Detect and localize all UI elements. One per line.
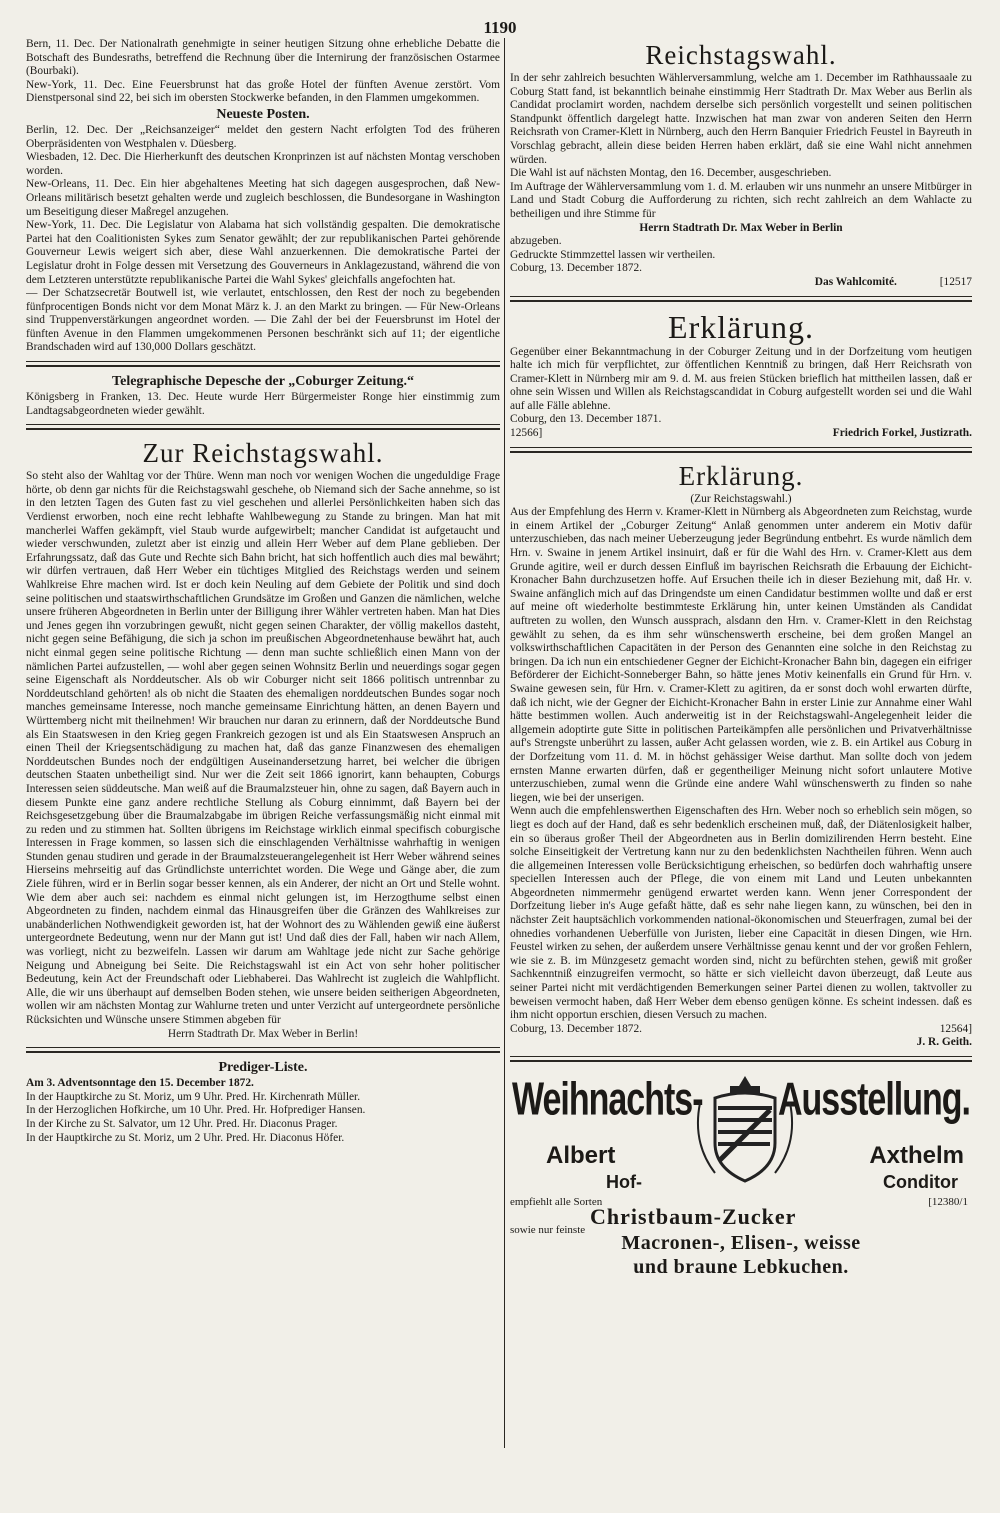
ad-lebkuchen: und braune Lebkuchen. [633, 1256, 849, 1278]
prediger-item: In der Herzoglichen Hofkirche, um 10 Uhr. Pred. Hr. Hofprediger Hansen. [26, 1104, 366, 1117]
reichstagswahl-text: In der sehr zahlreich besuchten Wählerversammlung, welche am 1. December im Rathhaussaale zu Coburg Statt fand, ist bekanntlich beinahe einstimmig Herr Stadtrath Dr. Max Weber aus Berlin als Candidat proclamirt worden, nachdem derselbe sich persönlich vorgestellt und seinen politischen Standpunkt öffentlich dargelegt hatte. Inzwischen hat man zwar von anderen Seiten den Herrn Reichsrath von Cramer-Klett in Nürnberg, auch den Herrn Banquier Friedrich Feustel in Bayreuth in Vorschlag gebracht, allein diese beiden Herren haben erklärt, daß sie eine Wahl nicht annehmen würden. [510, 72, 972, 166]
section-divider [26, 361, 500, 367]
reichstagswahl-reference: [12517 [939, 275, 972, 288]
erklaerung1-heading: Erklärung. [668, 308, 814, 345]
section-divider [26, 424, 500, 430]
erklaerung2-subheading: (Zur Reichstagswahl.) [690, 492, 792, 505]
ad-christbaum-zucker: Christbaum-Zucker [590, 1204, 797, 1229]
erklaerung2-heading: Erklärung. [678, 460, 804, 491]
reichstagswahl-abzugeben: abzugeben. [510, 235, 562, 248]
coat-of-arms-icon [690, 1068, 800, 1188]
news-block-1 [26, 38, 500, 106]
erklaerung2-footer [510, 1023, 972, 1037]
erklaerung2-dateline: Coburg, 13. December 1872. [510, 1022, 643, 1035]
section-divider [510, 296, 972, 302]
right-column [510, 38, 972, 1488]
ad-title-right: Ausstellung. [777, 1074, 970, 1126]
news-item: Wiesbaden, 12. Dec. Die Hierherkunft des deutschen Kronprinzen ist auf nächsten Montag verschoben worden. [26, 151, 500, 177]
news-item: New-Orleans, 11. Dec. Ein hier abgehaltenes Meeting hat sich dagegen ausgesprochen, daß New-Orleans militärisch besetzt gehalten werde und zugleich beschlossen, die Bundesorgane in Washington um Beseitigung dieser Maßregel anzugehen. [26, 178, 500, 218]
prediger-item: In der Hauptkirche zu St. Moriz, um 9 Uhr. Pred. Hr. Kirchenrath Müller. [26, 1090, 361, 1103]
telegram-text: Königsberg in Franken, 13. Dec. Heute wurde Herr Bürgermeister Ronge hier einstimmig zum Landtagsabgeordneten wieder gewählt. [26, 391, 500, 417]
ad-title-left: Weihnachts- [512, 1074, 703, 1126]
news-item: — Der Schatzsecretär Boutwell ist, wie verlautet, entschlossen, den Rest der noch zu begebenden fünfprocentigen Bonds nicht vor dem Monat März k. J. an den Markt zu bringen. — Für New-Orleans sind Truppenverstärkungen angeordnet worden. — Die Zahl der bei der Feuersbrunst im Hotel der fünften Avenue in den Flammen umgekommenen Personen beschränkt sich auf 11; der eigentliche Brandschaden wird auf 130,000 Dollars geschätzt. [26, 287, 500, 354]
news-item: Berlin, 12. Dec. Der „Reichsanzeiger“ meldet den gestern Nacht erfolgten Tod des früheren Oberpräsidenten von Westphalen v. Düesberg. [26, 123, 500, 150]
news-item: New-York, 11. Dec. Eine Feuersbrunst hat das große Hotel der fünften Avenue zerstört. Vom Dienstpersonal sind 22, bei sich im obersten Stockwerke befanden, in den Flammen umgekommen. [26, 78, 500, 105]
prediger-item: In der Kirche zu St. Salvator, um 12 Uhr. Pred. Hr. Diaconus Prager. [26, 1117, 338, 1130]
zur-reichstagswahl-text: So steht also der Wahltag vor der Thüre. Wenn man noch vor wenigen Wochen die ungeduldige Frage hörte, ob denn gar nichts für die Reichstagswahl geschehe, ob Niemand sich der Sache annehme, so ist in den letzten Tagen des Guten fast zu viel geschehen und allerlei Persönlichkeiten haben sich das Verdienst erworben, noch eine recht lebhafte Wahlbewegung zu Stande zu bringen. Man hat mit mancherlei Waffen gekämpft, viel Staub wurde aufgewirbelt; mancher Candidat ist aufgetaucht und wieder verschwunden, zuletzt aber ist einzig und allein Herr Weber auf dem Plane geblieben. Der Erfahrungssatz, daß das Gute und Rechte sich Bahn bricht, hat sich hoffentlich auch dies mal bewährt; wir dürfen vertrauen, daß Herr Weber ein tüchtiges Mitglied des Reichstags werden und seinem Wahlkreise Ehre machen wird. Ist er doch kein Neuling auf dem Gebiete der Politik und sind doch seine politischen und staatswirthschaftlichen Grundsätze im Großen und Ganzen die nämlichen, welche unsere früheren Abgeordneten in Berlin unter der Billigung ihrer Wähler vertreten haben. Man hat Dies und Jenes gegen ihn vorzubringen gewußt, nicht gegen seinen Charakter, der völlig makellos dasteht, nicht gegen seine Befähigung, die sich ja schon im preußischen Abgeordnetenhause bewährt hat, auch nicht einmal gegen seine politische Richtung — denn man suchte schließlich einen Mann von der nämlichen Partei aufzustellen, — wohl aber gegen seinen Wohnsitz Berlin und neuerdings sogar gegen seine Eigenschaft als Norddeutscher. Als ob wir Coburger nicht seit 1866 politisch untrennbar zu Norddeutschland gehörten! als ob nicht die Staaten des ehemaligen norddeutschen Bundes sogar noch manches gemeinsame Interesse, noch manche gemeinsame Einrichtung hätten, an denen Bayern und Württemberg nicht mit theilnehmen! Wir brauchen nur daran zu erinnern, daß der Norddeutsche Bund als Ein Staatswesen in den Krieg gegen Frankreich gezogen ist und als Ein Staatswesen Anspruch an einen Theil der Kriegsentschädigung zu machen hat, daß das ganze Finanzwesen des ehemaligen Norddeutschen Bundes noch der endgültigen Auseinandersetzung harret, bei welcher die übrigen deutschen Staaten unbetheiligt sind. Nur wer die Zeit seit 1866 ignorirt, kann behaupten, Coburgs Interessen seien süddeutsche. Man weiß auf die Braumalzsteuer hin, ohne zu sagen, daß Bayern auch in diesem Punkte eine ganz andere rechtliche Stellung als Coburg einnimmt, daß Bayern bei der Reichsgesetzgebung über die Braumalzabgabe im übrigen Reiche verfassungsmäßig nicht einmal mit zu reden und zu stimmen hat. Sollten übrigens im Reichstage wirklich einmal specifisch coburgische Interessen in Frage kommen, so lassen sich die einschlagenden Verhältnisse wahrhaftig in wenigen Stunden genau studiren und gerade in der Braumalzsteuerangelegenheit ist Herr Weber während seines Hierseins mehrseitig auf das Gründlichste unterrichtet worden. Die Wege und Gänge aber, die zum Ziele führen, wird er in Berlin sogar besser kennen, als ein Anderer, der nicht an Ort und Stelle wohnt. Wie dem aber auch sei: nachdem es einmal nicht gelungen ist, im Herzogthume selbst einen Abgeordneten zu finden, nachdem einmal das Hinausgreifen über die Gränzen des Wahlkreises zur unabänderlichen Nothwendigkeit geworden ist, hat der Wohnort des zu Wählenden gewiß eine äußerst untergeordnete Bedeutung, wenn nur der Mann gut ist! Und daß dies der Fall, haben wir nach Allem, was vorliegt, nicht zu bezweifeln. Lassen wir darum am Wahltage jede nicht zur Sache gehörige Neigung und Abneigung bei Seite. Die Reichstagswahl ist ein Act von sehr hoher politischer Bedeutung, kein Act der Freundschaft oder Liebhaberei. Das Wahlrecht ist zugleich die Wahlpflicht. Alle, die wir uns überhaupt auf demselben Boden stehen, wie unsere beiden seitherigen Abgeordneten, wollen wir am nächsten Montag zur Wahlurne treten und unter Verzicht auf untergeordnete persönliche Rücksichten und Wünsche unsere Stimmen abgeben für [26, 470, 500, 1026]
reichstagswahl-signature [510, 276, 972, 290]
reichstagswahl-dateline: Coburg, 13. December 1872. [510, 262, 643, 275]
erklaerung2-paragraph: Wenn auch die empfehlenswerthen Eigenschaften des Hrn. Weber noch so erheblich sein mögen, so liegt es doch auf der Hand, daß es sehr bedenklich erscheinen muß, daß, der Diätenlosigkeit halber, ein so überaus großer Theil der Abgeordneten aus in Berlin domizilirenden Herrn besteht. Eine solche Einseitigkeit der Vertretung kann nur zu den bedenklichsten Nachtheilen führen. Wenn auch die allgemeinen Interessen volle Berücksichtigung erheischen, so bedürfen doch wahrhaftig unsere speciellen Interessen auch der Pflege, die von einem mit Land und Leuten unbekannten Abgeordneten nimmermehr genügend erwartet werden kann. Wenn jener Correspondent der Dorfzeitung lieber in's Auge gefaßt hätte, daß es sehr nahe liegen kann, zu wünschen, bei den in nächster Zeit hauptsächlich vorkommenden national-ökonomischen und Steuerfragen, zumal bei der ohnedies vorhandenen Ueberfülle von Juristen, lieber eine Capacität in diesen Dingen, wie Hrn. Feustel wirken zu sehen, der außerdem unsere Verhältnisse genau kennt und der vor großen Fehlern, wie sie z. B. im Münzgesetz gemacht worden sind, nicht zu befürchten stehen, gewiß mit großer Sachkenntniß einzugreifen vermocht, so hätte er sich vielleicht davon überzeugt, daß Leute aus seiner Partei nicht mit verdächtigenden Bemerkungen seiner Partei dienen zu wollen, taktvoller zu beweisen vermocht haben, daß Herr Weber dem ebenso genügen könne. Es scheint indessen. daß es ihm nicht opportun erschien, diesen Versuch zu machen. [510, 805, 972, 1022]
erklaerung1-footer [510, 427, 972, 441]
ad-line-empfiehlt: empfiehlt alle Sorten [510, 1196, 603, 1208]
left-column [26, 38, 500, 1488]
ad-conditor: Conditor [883, 1172, 958, 1192]
reichstagswahl-candidate: Herrn Stadtrath Dr. Max Weber in Berlin [639, 221, 843, 234]
erklaerung2-signature: J. R. Geith. [916, 1036, 972, 1049]
ad-macronen: Macronen-, Elisen-, weisse [621, 1232, 861, 1254]
news-item: New-York, 11. Dec. Die Legislatur von Alabama hat sich vollständig gespalten. Die demokratische Partei hat den Coalitionisten Sykes zum Senator gewählt; der zur republikanischen Partei gehörende Gouverneur Lewis weigert sich aber, diese Wahl anzuerkennen. Die demokratische Partei der Legislatur droht in Folge dessen mit Versetzung des Gouverneurs in Anklagezustand, während die von dem Letzteren unterstützte republikanische Partei die Wahl Sykes' gleichfalls angefochten hat. [26, 219, 500, 286]
prediger-liste-heading: Prediger-Liste. [218, 1060, 308, 1076]
erklaerung1-signature: Friedrich Forkel, Justizrath. [832, 427, 972, 440]
ad-hof: Hof- [606, 1172, 642, 1192]
prediger-liste-subheading: Am 3. Adventsonntage den 15. December 1872. [26, 1077, 254, 1090]
reichstagswahl-heading: Reichstagswahl. [645, 40, 837, 70]
ad-line-feinste: sowie nur feinste [510, 1224, 586, 1236]
ad-name-last: Axthelm [869, 1142, 964, 1169]
reichstagswahl-appeal: Im Auftrage der Wählerversammlung vom 1. d. M. erlauben wir uns nunmehr an unsere Mitbürger in Land und Stadt Coburg die Aufforderung zu richten, sich recht zahlreich an dem Wahlacte zu betheiligen und ihre Stimme für [510, 180, 972, 220]
prediger-item: In der Hauptkirche zu St. Moriz, um 2 Uhr. Pred. Hr. Diaconus Höfer. [26, 1131, 345, 1144]
ad-reference: [12380/1 [928, 1196, 968, 1208]
erklaerung2-paragraph: Aus der Empfehlung des Herrn v. Kramer-Klett in Nürnberg als Abgeordneten zum Reichstag, wurde in einem Artikel der „Coburger Zeitung“ Anlaß genommen unter anderem ein Motiv dafür unterzuschieben, das nach meiner Ueberzeugung jeder Begründung entbehrt. Es wurde nämlich dem Hrn. v. Swaine in jenem Artikel insinuirt, daß er für die Wahl des Hrn. v. Cramer-Klett aus dem Grunde agitire, weil er durch dessen Einfluß im bayrischen Reichsrath die Erbauung der Eichicht-Kronacher Bahn durchzusetzen hoffe. Auf Ersuchen theile ich in dieser Beziehung mit, daß Hr. v. Swaine anfänglich mich auf das Dringendste um einen Candidatur bestimmen wollte und daß er erst auf meine oft wiederholte bestimmteste Erklärung hin, unter keinen Umständen als Candidat auftreten zu wollen, den Wunsch aussprach, alsdann den Hrn. v. Cramer-Klett in den Reichstag gewählt zu sehen, da es ihm sehr wünschenswerth erscheine, bei dem großen Mangel an volkswirthschaftlichen Capacitäten in der Person des Genannten eine solche in den Reichstag zu bringen. Da ich nun ein entschiedener Gegner der Eichicht-Kronacher Bahn bin, dagegen ein eifriger Beförderer der Eichicht-Sonneberger Bahn, so hätte jenes Motiv keinenfalls ein Grund für Hrn. v. Swaine gewesen sein, für Hrn. v. Cramer-Klett zu agitiren, da er sonst doch wohl erwarten dürfte, daß ich nicht, wie der Gegner der Eichicht-Kronacher Bahn in erster Linie zur Annahme einer Wahl hätte bestimmen wollen. Auch anderweitig ist in der Reichstagswahl-Angelegenheit leider die allgemein adoptirte gute Sitte in politischen Parteikämpfen alle persönlichen und Privatverhältnisse auf's Strengste unberührt zu lassen, außer Acht gelassen worden, wie z. B. ein Artikel aus Coburg in der Dorfzeitung vom 11. d. M. in höchst gehässiger Weise darthut. Man sollte doch von jedem ernsten Manne erwarten dürfen, daß er gegentheiliger Meinung nicht sofort unlautere Motive unterzuschieben, zumal wenn die Gründe eine andere Wahl wünschenswerth zu finden so nahe liegen, wie bei der unserigen. [510, 506, 972, 804]
news-block-2 [26, 124, 500, 355]
ad-name-first: Albert [546, 1142, 616, 1169]
section-divider [510, 447, 972, 453]
erklaerung1-dateline: Coburg, den 13. December 1871. [510, 413, 662, 426]
telegram-heading: Telegraphische Depesche der „Coburger Zeitung.“ [112, 374, 414, 390]
erklaerung2-reference: 12564] [939, 1022, 972, 1035]
column-divider [504, 38, 505, 1448]
neueste-posten-heading: Neueste Posten. [216, 106, 310, 122]
reichstagswahl-committee: Das Wahlcomité. [814, 275, 897, 288]
section-divider [26, 1047, 500, 1053]
zur-reichstagswahl-closing: Herrn Stadtrath Dr. Max Weber in Berlin! [167, 1027, 359, 1040]
news-item: Bern, 11. Dec. Der Nationalrath genehmigte in seiner heutigen Sitzung ohne erhebliche Debatte die Botschaft des Bundesraths, betreffend die Rechnung über die Internirung der französischen Ostarmee (Bourbaki). [26, 38, 500, 78]
erklaerung1-reference: 12566] [510, 427, 543, 440]
page-number: 1190 [483, 18, 517, 37]
zur-reichstagswahl-heading: Zur Reichstagswahl. [142, 438, 384, 469]
section-divider [510, 1056, 972, 1062]
erklaerung1-text: Gegenüber einer Bekanntmachung in der Coburger Zeitung und in der Dorfzeitung vom heutigen halte ich mich für verpflichtet, zur öffentlichen Kenntniß zu bringen, daß Herr Reichsrath von Cramer-Klett in Nürnberg mir am 9. d. M. aus freien Stücken brieflich hat mittheilen lassen, daß er ohne sein Wissen und Willen als Reichstagscandidat in Coburg aufgestellt worden sei und die Wahl auf alle Fälle ablehne. [510, 345, 972, 412]
reichstagswahl-stimmzettel: Gedruckte Stimmzettel lassen wir vertheilen. [510, 248, 716, 261]
advertisement-axthelm [510, 1068, 972, 1278]
reichstagswahl-date-notice: Die Wahl ist auf nächsten Montag, den 16. December, ausgeschrieben. [510, 167, 832, 180]
